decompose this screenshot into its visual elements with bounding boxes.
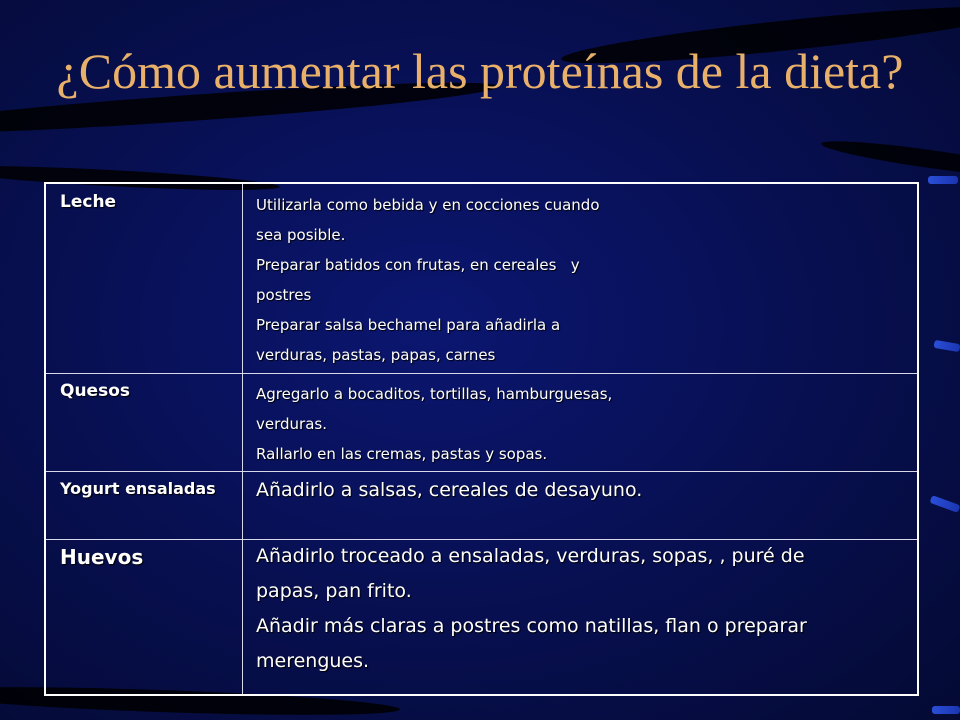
content-line: verduras. [256, 415, 327, 433]
row-content [256, 190, 906, 370]
decorative-accent [930, 495, 960, 513]
row-content [256, 539, 906, 679]
content-line: papas, pan frito. [256, 580, 412, 602]
content-line: Añadirlo troceado a ensaladas, verduras, sopas, , puré de [256, 545, 805, 567]
content-line: Preparar batidos con frutas, en cereales y [256, 256, 580, 274]
content-line: Preparar salsa bechamel para añadirla a [256, 316, 561, 334]
content-line: merengues. [256, 650, 370, 672]
row-label: Quesos [60, 381, 131, 401]
content-line: Utilizarla como bebida y en cocciones cuando [256, 196, 600, 214]
table-row-huevos [46, 539, 917, 694]
table-row-quesos [46, 373, 917, 472]
slide-title: ¿Cómo aumentar las proteínas de la dieta? [56, 43, 904, 99]
content-line: verduras, pastas, papas, carnes [256, 346, 496, 364]
row-content [256, 379, 906, 469]
content-line: sea posible. [256, 226, 346, 244]
row-label: Huevos [60, 545, 144, 569]
content-line: Rallarlo en las cremas, pastas y sopas. [256, 445, 548, 463]
content-line: Añadir más claras a postres como natillas, flan o preparar [256, 615, 807, 637]
decorative-accent [934, 340, 960, 352]
table-row-yogurt [46, 471, 917, 540]
row-content [256, 477, 906, 503]
row-label: Yogurt ensaladas [60, 479, 216, 498]
protein-table [44, 182, 919, 696]
table-row-leche [46, 184, 917, 374]
decorative-accent [932, 706, 960, 714]
row-label: Leche [60, 192, 117, 212]
content-line: Agregarlo a bocaditos, tortillas, hamburguesas, [256, 385, 613, 403]
content-line: postres [256, 286, 312, 304]
content-line: Añadirlo a salsas, cereales de desayuno. [256, 479, 643, 501]
decorative-accent [928, 176, 958, 184]
